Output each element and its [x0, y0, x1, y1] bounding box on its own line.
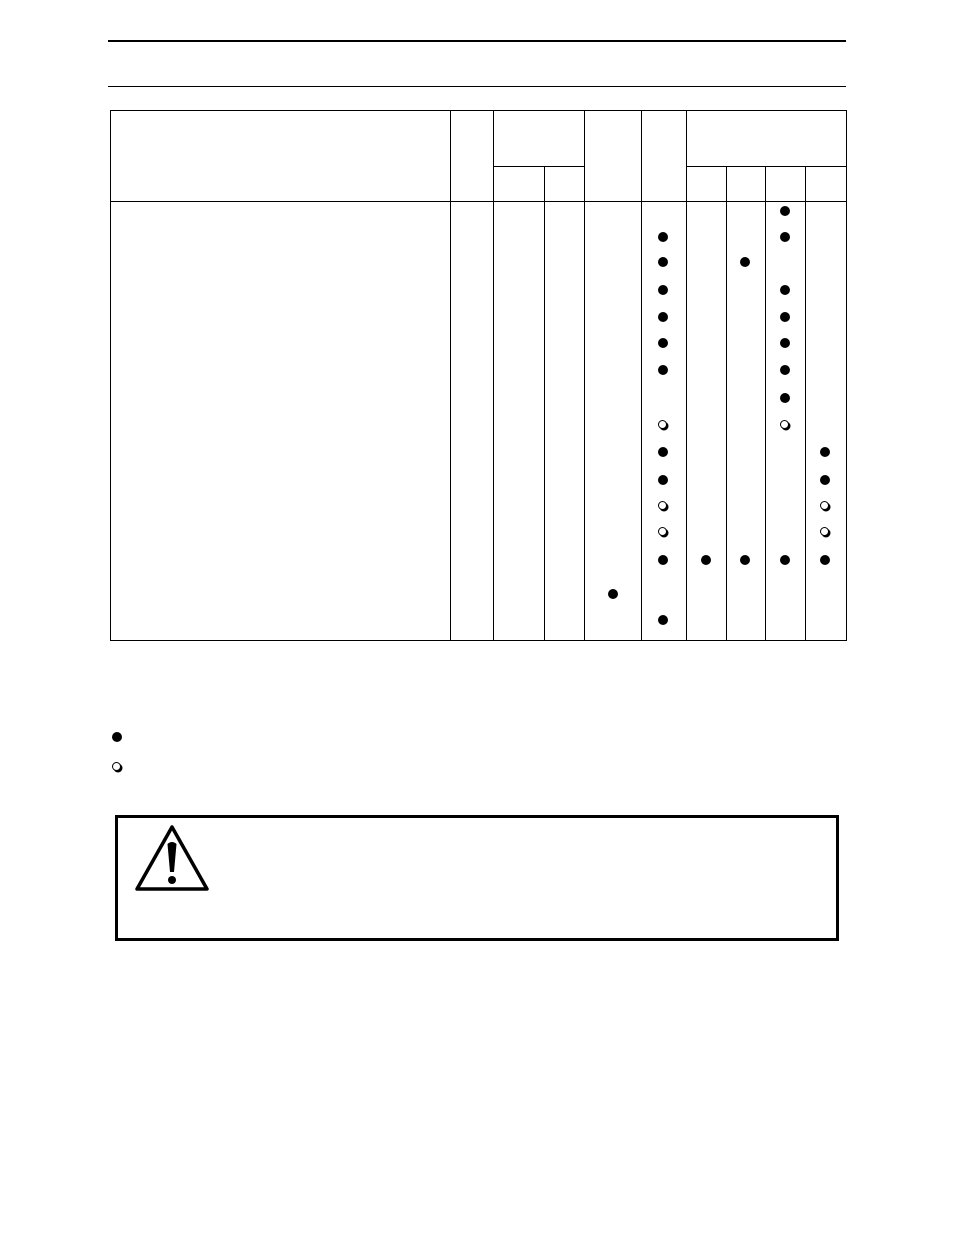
table-border-top — [110, 110, 846, 111]
hollow-dot-icon — [658, 527, 667, 536]
compatibility-table — [110, 110, 846, 640]
hollow-dot-icon — [820, 527, 829, 536]
filled-dot-icon — [608, 589, 618, 599]
filled-dot-icon — [658, 555, 668, 565]
filled-dot-icon — [780, 555, 790, 565]
filled-dot-icon — [658, 447, 668, 457]
table-column-rule — [110, 110, 111, 640]
filled-dot-icon — [658, 365, 668, 375]
filled-dot-icon — [658, 312, 668, 322]
table-border-bottom — [110, 640, 847, 641]
filled-dot-icon — [658, 475, 668, 485]
hollow-dot-icon — [112, 762, 121, 771]
filled-dot-icon — [780, 232, 790, 242]
hollow-dot-icon — [820, 501, 829, 510]
hollow-dot-icon — [658, 501, 667, 510]
table-column-rule — [846, 110, 847, 640]
hollow-dot-icon — [780, 420, 789, 429]
filled-dot-icon — [701, 555, 711, 565]
warning-triangle-icon — [134, 824, 210, 892]
filled-dot-icon — [780, 312, 790, 322]
filled-dot-icon — [658, 338, 668, 348]
table-subheader-rule — [493, 166, 584, 167]
filled-dot-icon — [780, 338, 790, 348]
filled-dot-icon — [658, 615, 668, 625]
filled-dot-icon — [820, 447, 830, 457]
table-column-rule — [726, 166, 727, 640]
header-rule-top — [108, 40, 846, 42]
table-column-rule — [686, 110, 687, 640]
filled-dot-icon — [112, 732, 122, 742]
warning-box — [115, 815, 839, 941]
filled-dot-icon — [658, 232, 668, 242]
table-column-rule — [584, 110, 585, 640]
filled-dot-icon — [780, 285, 790, 295]
table-column-rule — [544, 166, 545, 640]
filled-dot-icon — [658, 285, 668, 295]
table-header-rule — [110, 201, 846, 202]
table-column-rule — [450, 110, 451, 640]
filled-dot-icon — [740, 555, 750, 565]
table-column-rule — [493, 110, 494, 640]
filled-dot-icon — [780, 393, 790, 403]
filled-dot-icon — [780, 206, 790, 216]
hollow-dot-icon — [658, 420, 667, 429]
filled-dot-icon — [820, 475, 830, 485]
table-subheader-rule — [686, 166, 846, 167]
table-column-rule — [641, 110, 642, 640]
filled-dot-icon — [820, 555, 830, 565]
table-column-rule — [805, 166, 806, 640]
filled-dot-icon — [658, 257, 668, 267]
header-rule-bottom — [108, 86, 846, 87]
filled-dot-icon — [780, 365, 790, 375]
table-column-rule — [765, 166, 766, 640]
filled-dot-icon — [740, 257, 750, 267]
